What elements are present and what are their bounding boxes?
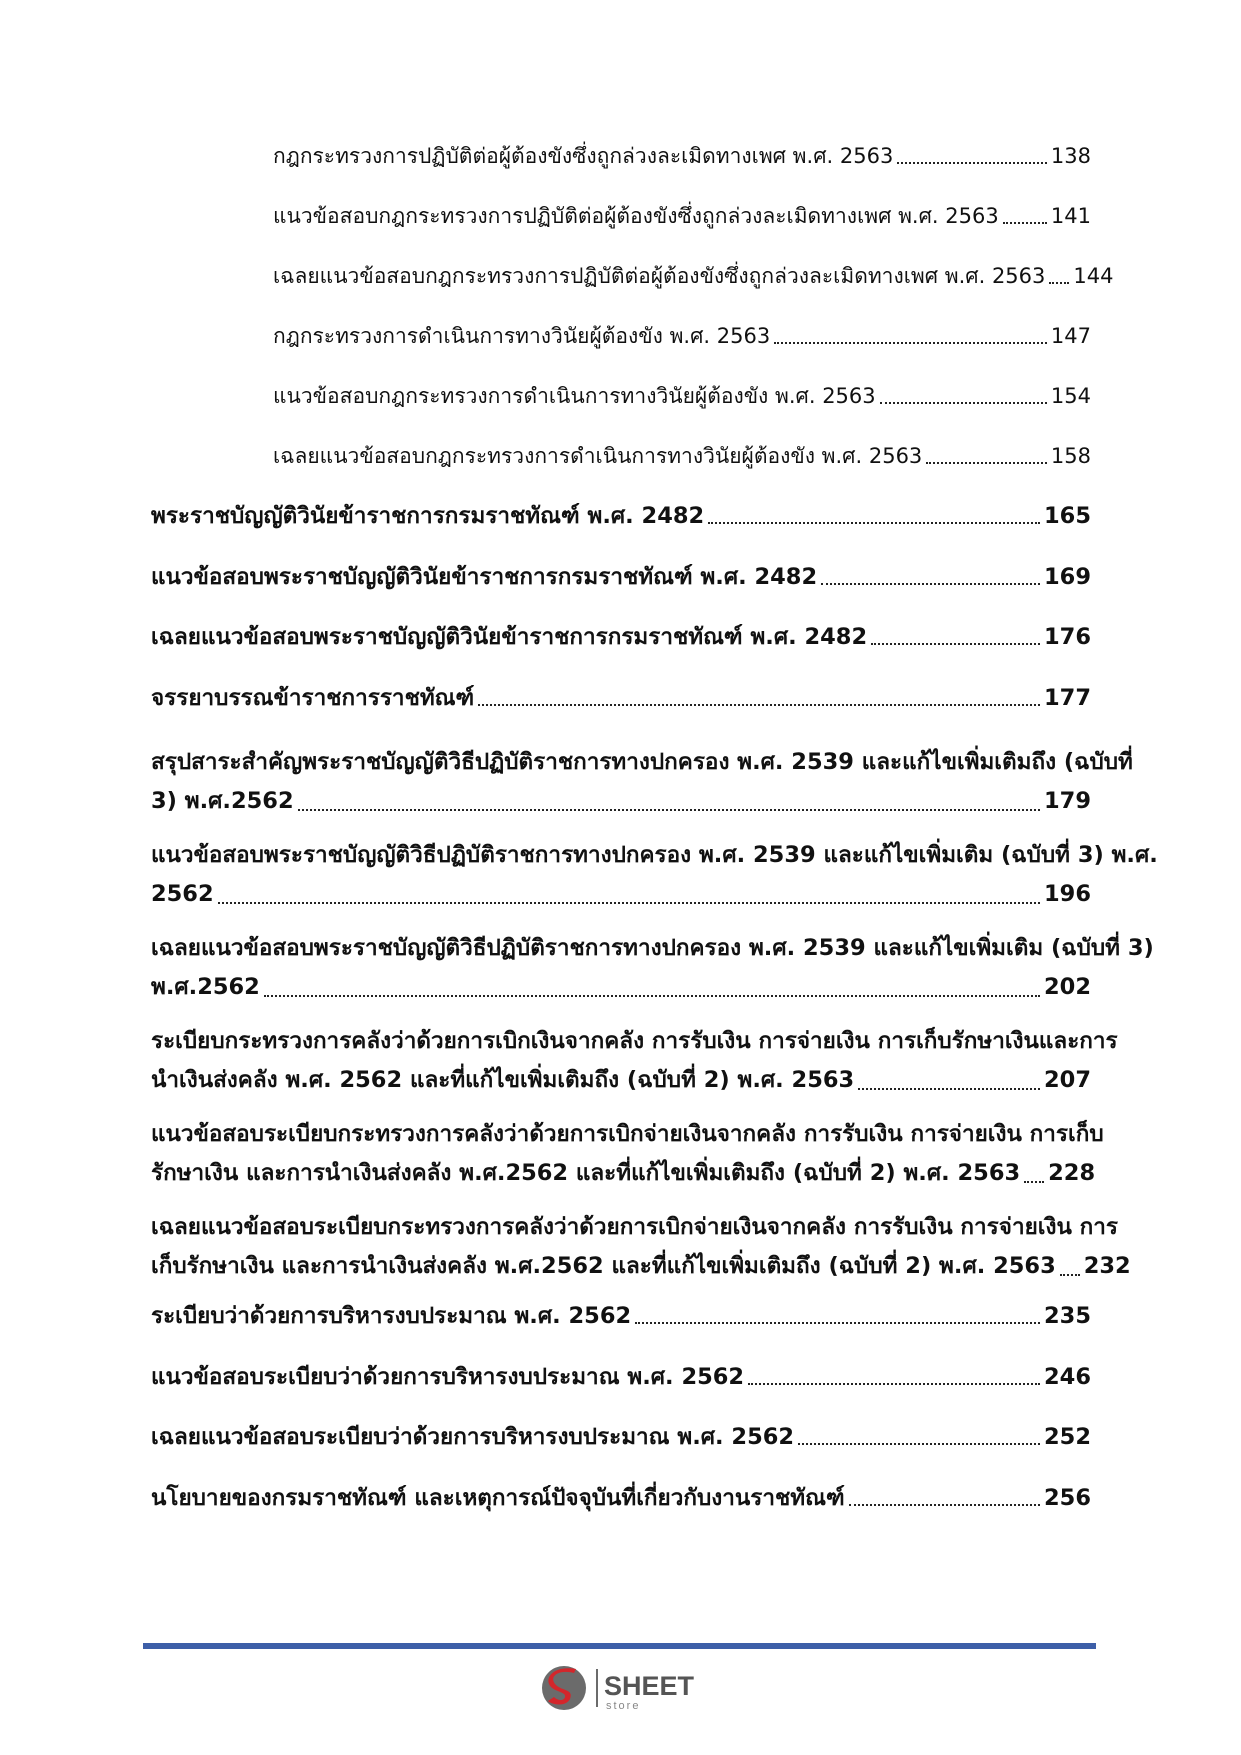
toc-entry-title: เฉลยแนวข้อสอบระเบียบว่าด้วยการบริหารงบประมาณ พ.ศ. 2562 xyxy=(151,1424,795,1450)
toc-page-number: 196 xyxy=(1044,881,1091,907)
toc-main-entry[interactable] xyxy=(151,1421,1091,1454)
toc-page-number: 144 xyxy=(1073,264,1114,288)
toc-leader-dots xyxy=(774,342,1047,344)
toc-leader-dots xyxy=(478,704,1040,706)
logo-sub: store xyxy=(606,1700,641,1712)
toc-leader-dots xyxy=(1003,222,1047,224)
toc-page-number: 138 xyxy=(1050,144,1091,168)
toc-leader-dots xyxy=(1049,282,1069,284)
toc-main-entry[interactable] xyxy=(151,1361,1091,1394)
toc-entry-title-line2: 2562 xyxy=(151,881,214,907)
toc-leader-dots xyxy=(897,162,1047,164)
toc-main-entry[interactable] xyxy=(151,1114,1104,1192)
toc-entry-title: เฉลยแนวข้อสอบกฎกระทรวงการปฏิบัติต่อผู้ต้องขังซึ่งถูกล่วงละเมิดทางเพศ พ.ศ. 2563 xyxy=(273,264,1046,288)
toc-page-number: 232 xyxy=(1083,1253,1131,1279)
footer-rule xyxy=(143,1643,1096,1649)
toc-page-number: 158 xyxy=(1050,444,1091,468)
toc-page-number: 246 xyxy=(1044,1363,1091,1390)
toc-leader-dots xyxy=(1024,1181,1044,1183)
toc-page-number: 141 xyxy=(1050,204,1091,228)
toc-main-entry[interactable] xyxy=(151,1300,1091,1333)
toc-entry-title-line1: เฉลยแนวข้อสอบระเบียบกระทรวงการคลังว่าด้วยการเบิกจ่ายเงินจากคลัง การรับเงิน การจ่ายเงิน การ xyxy=(151,1214,1119,1240)
toc-page-number: 235 xyxy=(1044,1303,1091,1329)
toc-entry-title-line2: 3) พ.ศ.2562 xyxy=(151,788,294,814)
toc-leader-dots xyxy=(1060,1274,1080,1276)
toc-leader-dots xyxy=(858,1088,1040,1090)
toc-leader-dots xyxy=(821,583,1040,585)
logo-word: SHEET xyxy=(604,1671,695,1701)
toc-entry-title-line1: แนวข้อสอบระเบียบกระทรวงการคลังว่าด้วยการเบิกจ่ายเงินจากคลัง การรับเงิน การจ่ายเงิน การเก็บ xyxy=(151,1121,1104,1147)
toc-entry-title-line1: สรุปสาระสำคัญพระราชบัญญัติวิธีปฏิบัติราชการทางปกครอง พ.ศ. 2539 และแก้ไขเพิ่มเติมถึง (ฉบับที่ xyxy=(151,749,1133,775)
toc-leader-dots xyxy=(748,1383,1040,1385)
toc-entry-title: แนวข้อสอบพระราชบัญญัติวินัยข้าราชการกรมราชทัณฑ์ พ.ศ. 2482 xyxy=(151,563,818,590)
table-of-contents xyxy=(151,140,1158,1542)
toc-entry-title: จรรยาบรรณข้าราชการราชทัณฑ์ xyxy=(151,684,475,711)
toc-entry-title-line2: พ.ศ.2562 xyxy=(151,974,260,1000)
toc-page-number: 207 xyxy=(1044,1067,1091,1093)
toc-main-entry[interactable] xyxy=(151,742,1133,820)
toc-page-number: 228 xyxy=(1048,1160,1096,1186)
toc-sub-entry[interactable] xyxy=(151,320,1091,353)
toc-leader-dots xyxy=(849,1504,1040,1506)
toc-entry-title-line1: แนวข้อสอบพระราชบัญญัติวิธีปฏิบัติราชการทางปกครอง พ.ศ. 2539 และแก้ไขเพิ่มเติม (ฉบับที่ 3) พ.ศ. xyxy=(151,842,1158,868)
logo-s-mark-icon xyxy=(542,1666,586,1710)
toc-entry-title-line2: เก็บรักษาเงิน และการนำเงินส่งคลัง พ.ศ.2562 และที่แก้ไขเพิ่มเติมถึง (ฉบับที่ 2) พ.ศ. 2563 xyxy=(151,1253,1056,1279)
toc-page-number: 256 xyxy=(1044,1484,1091,1511)
toc-leader-dots xyxy=(635,1322,1040,1324)
toc-leader-dots xyxy=(926,462,1047,464)
toc-main-entry[interactable] xyxy=(151,928,1154,1006)
toc-leader-dots xyxy=(264,995,1040,997)
logo-divider xyxy=(596,1669,598,1707)
toc-entry-title-line2: นำเงินส่งคลัง พ.ศ. 2562 และที่แก้ไขเพิ่มเติมถึง (ฉบับที่ 2) พ.ศ. 2563 xyxy=(151,1067,855,1093)
toc-main-entry[interactable] xyxy=(151,1207,1131,1285)
toc-page-number: 165 xyxy=(1044,503,1091,529)
toc-sub-entry[interactable] xyxy=(151,140,1091,173)
toc-entry-title: เฉลยแนวข้อสอบกฎกระทรวงการดำเนินการทางวินัยผู้ต้องขัง พ.ศ. 2563 xyxy=(273,444,923,468)
toc-entry-title-line1: ระเบียบกระทรวงการคลังว่าด้วยการเบิกเงินจากคลัง การรับเงิน การจ่ายเงิน การเก็บรักษาเงินและการ xyxy=(151,1028,1118,1054)
toc-page-number: 179 xyxy=(1044,788,1091,814)
toc-sub-entry[interactable] xyxy=(151,200,1091,233)
toc-entry-title-line2: รักษาเงิน และการนำเงินส่งคลัง พ.ศ.2562 และที่แก้ไขเพิ่มเติมถึง (ฉบับที่ 2) พ.ศ. 2563 xyxy=(151,1160,1021,1186)
toc-entry-title: เฉลยแนวข้อสอบพระราชบัญญัติวินัยข้าราชการกรมราชทัณฑ์ พ.ศ. 2482 xyxy=(151,624,868,650)
toc-page-number: 176 xyxy=(1044,624,1091,650)
toc-entry-title: แนวข้อสอบระเบียบว่าด้วยการบริหารงบประมาณ พ.ศ. 2562 xyxy=(151,1363,745,1390)
toc-main-entry[interactable] xyxy=(151,835,1158,913)
toc-entry-title: นโยบายของกรมราชทัณฑ์ และเหตุการณ์ปัจจุบันที่เกี่ยวกับงานราชทัณฑ์ xyxy=(151,1484,845,1511)
sheet-store-logo xyxy=(540,1661,710,1715)
toc-main-entry[interactable] xyxy=(151,1021,1118,1099)
toc-main-entry[interactable] xyxy=(151,500,1091,533)
toc-page-number: 202 xyxy=(1044,974,1091,1000)
toc-page-number: 252 xyxy=(1044,1424,1091,1450)
toc-main-entry[interactable] xyxy=(151,621,1091,654)
toc-page-number: 169 xyxy=(1044,563,1091,590)
toc-page-number: 147 xyxy=(1050,324,1091,348)
toc-leader-dots xyxy=(218,902,1040,904)
toc-sub-entry[interactable] xyxy=(151,440,1091,473)
toc-leader-dots xyxy=(871,643,1040,645)
toc-entry-title: กฎกระทรวงการปฏิบัติต่อผู้ต้องขังซึ่งถูกล่วงละเมิดทางเพศ พ.ศ. 2563 xyxy=(273,144,894,168)
toc-entry-title: แนวข้อสอบกฎกระทรวงการปฏิบัติต่อผู้ต้องขังซึ่งถูกล่วงละเมิดทางเพศ พ.ศ. 2563 xyxy=(273,204,999,228)
toc-main-entry[interactable] xyxy=(151,1482,1091,1515)
toc-entry-title: กฎกระทรวงการดำเนินการทางวินัยผู้ต้องขัง พ.ศ. 2563 xyxy=(273,324,771,348)
toc-main-entry[interactable] xyxy=(151,682,1091,715)
toc-entry-title-line1: เฉลยแนวข้อสอบพระราชบัญญัติวิธีปฏิบัติราชการทางปกครอง พ.ศ. 2539 และแก้ไขเพิ่มเติม (ฉบับที่ 3) xyxy=(151,935,1154,961)
toc-entry-title: พระราชบัญญัติวินัยข้าราชการกรมราชทัณฑ์ พ.ศ. 2482 xyxy=(151,503,705,529)
toc-sub-entry[interactable] xyxy=(151,260,1114,293)
toc-leader-dots xyxy=(880,402,1047,404)
toc-leader-dots xyxy=(298,809,1040,811)
toc-entry-title: แนวข้อสอบกฎกระทรวงการดำเนินการทางวินัยผู้ต้องขัง พ.ศ. 2563 xyxy=(273,384,876,408)
toc-leader-dots xyxy=(708,522,1040,524)
toc-entry-title: ระเบียบว่าด้วยการบริหารงบประมาณ พ.ศ. 2562 xyxy=(151,1303,632,1329)
toc-page-number: 154 xyxy=(1050,384,1091,408)
toc-leader-dots xyxy=(798,1443,1040,1445)
toc-page-number: 177 xyxy=(1044,684,1091,711)
toc-sub-entry[interactable] xyxy=(151,380,1091,413)
toc-main-entry[interactable] xyxy=(151,561,1091,594)
